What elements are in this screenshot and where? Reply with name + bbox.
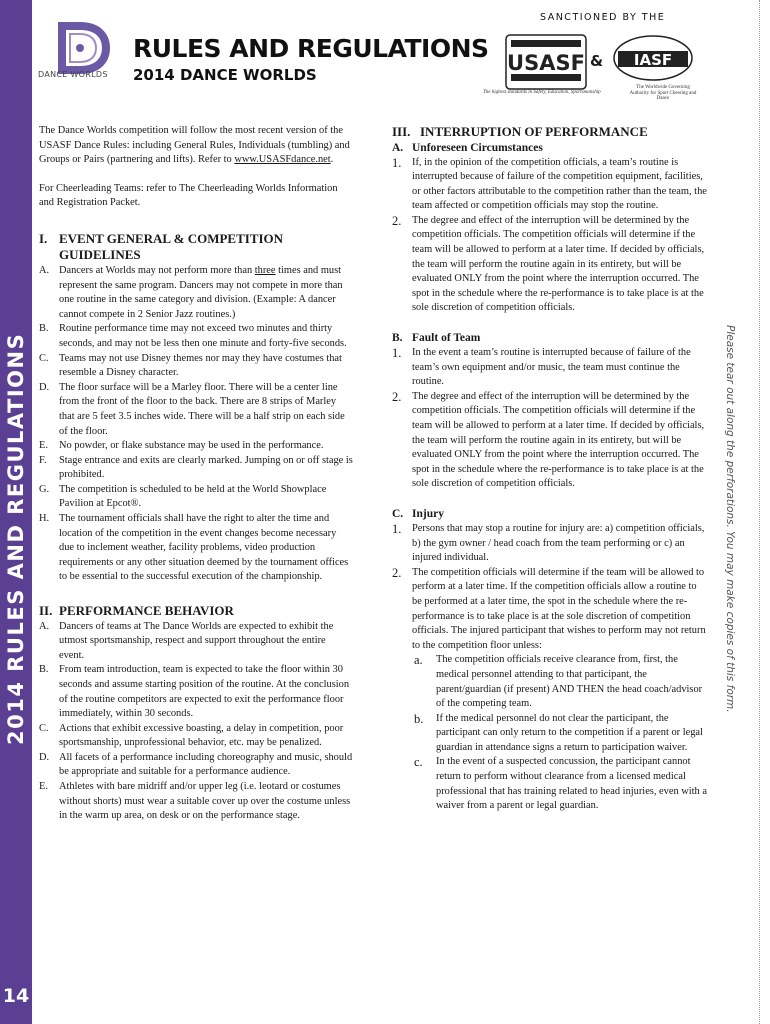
logo-text: DANCE WORLDS bbox=[38, 70, 108, 79]
page-title: RULES AND REGULATIONS bbox=[133, 34, 489, 63]
list-item: B. Routine performance time may not exceed two minutes and thirty seconds, and may not be less then one minute and forty-five seconds. bbox=[39, 323, 347, 349]
list-subitem: b. If the medical personnel do not clear the participant, the participant can only return to the competition if a parent or legal guardian in attendance signs a return to participation waiver. bbox=[414, 711, 703, 753]
sidebar-band bbox=[0, 0, 32, 1024]
section-2-list bbox=[39, 620, 353, 824]
iasf-tagline: The Worldwide Governing Authority for Sport Cheering and Dance bbox=[629, 85, 697, 101]
right-column bbox=[392, 124, 707, 814]
list-item: 1. In the event a team’s routine is interrupted because of failure of the team’s own equipment and/or music, the team must continue the routine. bbox=[392, 346, 691, 388]
page-subtitle: 2014 DANCE WORLDS bbox=[133, 66, 317, 84]
list-item: D. All facets of a performance including choreography and music, should be appropriate and suitable for a performance audience. bbox=[39, 751, 353, 778]
page-number: 14 bbox=[2, 985, 30, 1007]
usasf-dance-link[interactable]: www.USASFdance.net bbox=[234, 154, 331, 166]
subsection-c-heading: C. Injury bbox=[392, 507, 444, 520]
section-1-heading: I. EVENT GENERAL & COMPETITION GUIDELINES bbox=[39, 230, 284, 263]
list-item: D. The floor surface will be a Marley floor. There will be a center line from the front of the floor to the back. There are 8 strips of Marley that are 5 feet 3.5 inches wide. There will be a half strip on each side of the floor. bbox=[39, 381, 345, 437]
intro-paragraph-2: For Cheerleading Teams: refer to The Cheerleading Worlds Information and Registration Packet. bbox=[39, 182, 338, 209]
intro-paragraph-1: The Dance Worlds competition will follow the most recent version of the USASF Dance Rules: including General Rules, Individuals (tumbling) and Groups or Pairs (partnering and lifts). Refer to www.USASFdance.net. bbox=[39, 125, 350, 166]
subsection-b-heading: B. Fault of Team bbox=[392, 332, 481, 345]
left-column bbox=[39, 124, 353, 824]
list-item: E. No powder, or flake substance may be used in the performance. bbox=[39, 440, 324, 452]
list-item: A. Dancers of teams at The Dance Worlds are expected to exhibit the utmost sportsmanship, respect and support throughout the entire event. bbox=[39, 620, 334, 661]
section-1-list bbox=[39, 264, 353, 585]
sanctioned-label: SANCTIONED BY THE bbox=[540, 12, 666, 23]
list-item: E. Athletes with bare midriff and/or upper leg (i.e. leotard or costumes without shorts) must wear a suitable cover up over the costume unless in the warm up area, on desk or on the performance stage. bbox=[39, 781, 351, 822]
list-item: 1. If, in the opinion of the competition officials, a team’s routine is interrupted because of failure of the competition equipment, facilities, or other factors attributable to the competition rather than the team, the team affected or competition officials may stop the routine. bbox=[392, 155, 707, 212]
list-subitem: c. In the event of a suspected concussion, the participant cannot return to perform without clearance from a licensed medical professional that has training related to head injuries, even with a waiver from a parent or legal guardian. bbox=[414, 755, 707, 812]
usasf-logo bbox=[505, 34, 587, 90]
iasf-wordmark: IASF bbox=[633, 51, 673, 69]
list-item: 1. Persons that may stop a routine for injury are: a) competition officials, b) the gym owner / head coach from the team performing or c) an injured individual. bbox=[392, 521, 705, 564]
iasf-logo bbox=[612, 34, 694, 82]
ampersand: & bbox=[590, 52, 604, 70]
section-3-heading: III. INTERRUPTION OF PERFORMANCE bbox=[392, 124, 648, 139]
perforation-line bbox=[759, 0, 760, 1024]
list-item: F. Stage entrance and exits are clearly marked. Jumping on or off stage is prohibited. bbox=[39, 454, 353, 481]
list-item: A. Dancers at Worlds may not perform more than three times and must represent the same program. Dancers may not compete in more than one routine in the same category and division. (Example: A dancer cannot compete in 2 Senior Jazz routines.) bbox=[39, 264, 343, 320]
usasf-tagline: The highest standards in Safety, Education, Sportsmanship bbox=[483, 90, 601, 95]
list-item: 2. The degree and effect of the interruption will be determined by the competition officials. The competition officials will determine if the team will be allowed to perform at a later time. If decided by officials, the team will perform the routine again in its entirety, but will be evaluated ONLY from the point where the interruption occurred. The spot in the schedule where the re-performance is to take place is at the sole discretion of competition officials. bbox=[392, 389, 705, 490]
list-item: H. The tournament officials shall have the right to alter the time and location of the competition in the event changes become necessary due to inclement weather, facility problems, video production requirements or any other situation deemed by the tournament offices to be essential to the successful execution of the championship. bbox=[39, 513, 349, 583]
list-item: 2. The degree and effect of the interruption will be determined by the competition officials. The competition officials will determine if the team will be allowed to perform at a later time. If decided by officials, the team will perform the routine again in its entirety, but will be evaluated ONLY from the point where the interruption occurred. The spot in the schedule where the re-performance is to take place is at the sole discretion of competition officials. bbox=[392, 213, 705, 314]
tear-note: Please tear out along the perforations. You may make copies of this form. bbox=[724, 325, 736, 713]
list-subitem: a. The competition officials receive clearance from, first, the medical personnel attending to that participant, the parent/guardian (if present) AND THEN the head coach/advisor of the competing team. bbox=[414, 653, 703, 710]
usasf-wordmark: USASF bbox=[507, 51, 585, 75]
section-2-heading: II. PERFORMANCE BEHAVIOR bbox=[39, 603, 234, 619]
list-item: G. The competition is scheduled to be held at the World Showplace Pavilion at Epcot®. bbox=[39, 483, 327, 510]
list-item: B. From team introduction, team is expected to take the floor within 30 seconds and assume starting position of the routine. At the conclusion of the routine competitors are expected to exit the performance floor immediately, within 30 seconds. bbox=[39, 664, 350, 720]
sidebar-title: 2014 RULES AND REGULATIONS bbox=[4, 332, 28, 745]
list-item: C. Teams may not use Disney themes nor may they have costumes that resemble a Disney character. bbox=[39, 352, 342, 379]
list-item: C. Actions that exhibit excessive boasting, a delay in competition, poor sportsmanship, unprofessional behavior, etc. may be penalized. bbox=[39, 722, 344, 749]
subsection-a-heading: A. Unforeseen Circumstances bbox=[392, 141, 543, 154]
list-item: 2. The competition officials will determine if the team will be allowed to perform at a later time. If the competition officials allow a routine to be performed at a later time, the spot in the schedule where the re-performance is to take place is at the sole discretion of competition officials. The injured participant that wishes to perform may not return to the competition floor unless: bbox=[392, 565, 706, 651]
